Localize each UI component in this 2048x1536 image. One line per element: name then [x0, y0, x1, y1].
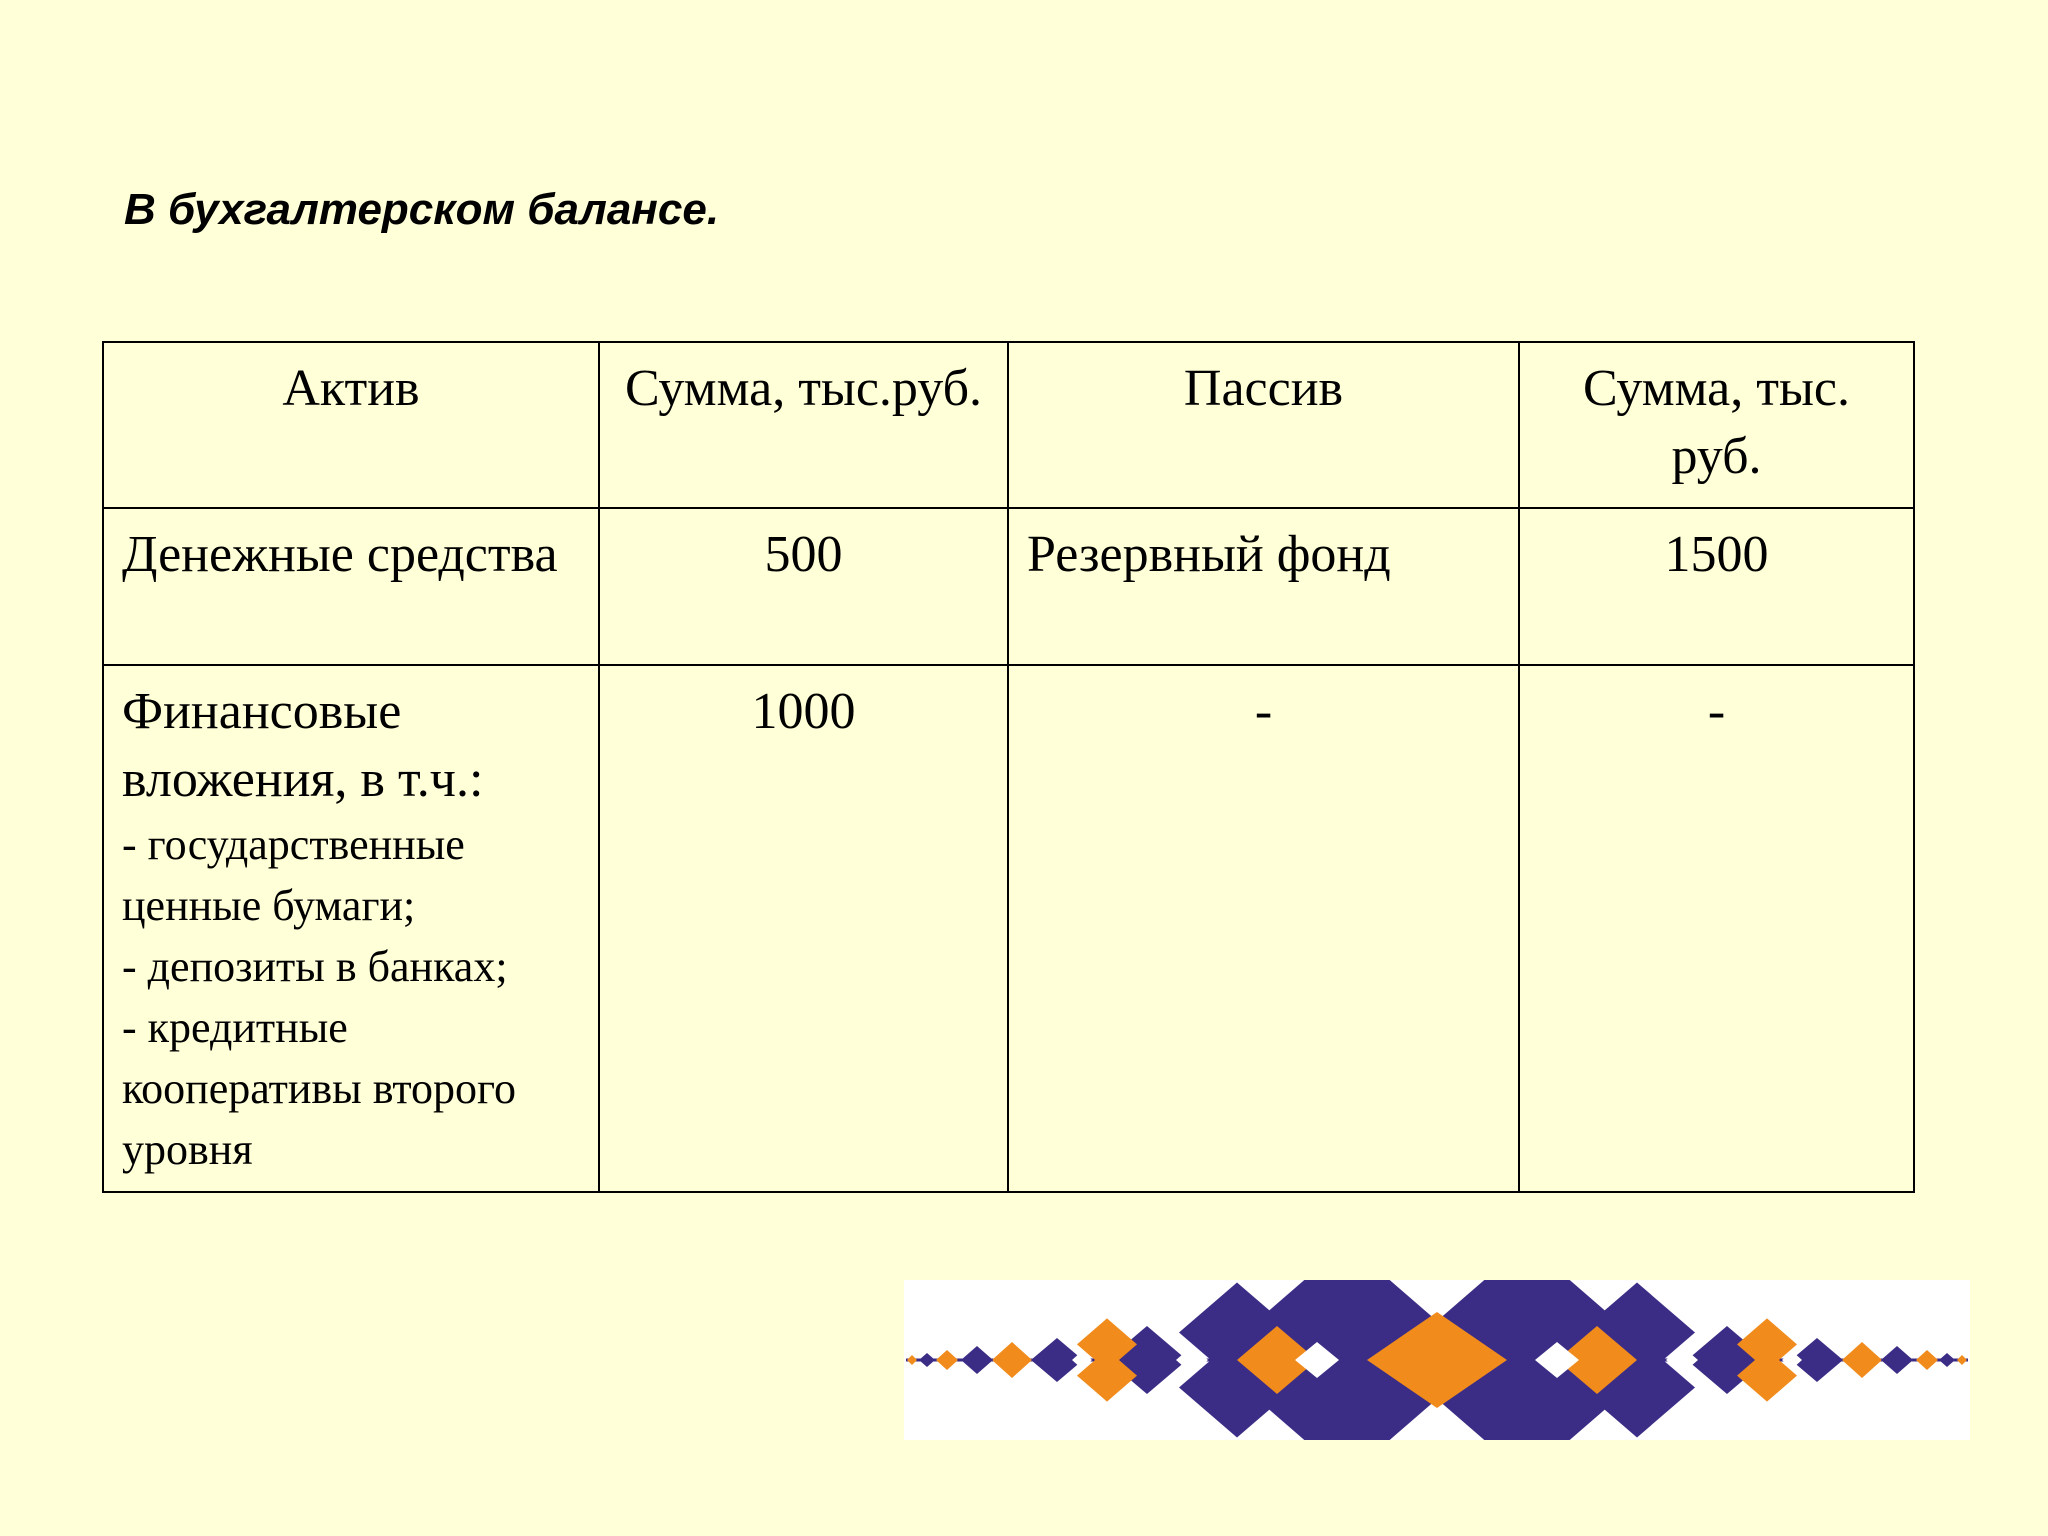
- table-header-row: [103, 342, 1914, 508]
- cell-liability-amount: -: [1519, 665, 1914, 1192]
- asset-details-text: - государственные ценные бумаги; - депозиты в банках; - кредитные кооперативы второго уровня: [122, 820, 517, 1174]
- ornament-diamond: [936, 1350, 958, 1370]
- cell-liability: Резервный фонд: [1008, 508, 1519, 665]
- ornament-diamond: [1939, 1353, 1955, 1367]
- ornament-diamond: [1957, 1355, 1967, 1365]
- cell-liability-amount: 1500: [1519, 508, 1914, 665]
- cell-asset-amount: 500: [599, 508, 1008, 665]
- asset-main-text: Финансовые вложения, в т.ч.:: [122, 683, 484, 808]
- cell-asset: [103, 665, 599, 1192]
- table-row: [103, 508, 1914, 665]
- header-liability: Пассив: [1008, 342, 1519, 508]
- ornament-diamond: [1881, 1346, 1913, 1374]
- ornament-diamond: [992, 1342, 1032, 1378]
- balance-table: [102, 341, 1915, 1193]
- header-liability-amount: Сумма, тыс. руб.: [1519, 342, 1914, 508]
- header-asset-amount: Сумма, тыс.руб.: [599, 342, 1008, 508]
- table-row: [103, 665, 1914, 1192]
- diamond-pattern-decoration: [904, 1280, 1970, 1440]
- header-asset: Актив: [103, 342, 599, 508]
- slide-title: В бухгалтерском балансе.: [124, 185, 720, 234]
- ornament-diamond: [919, 1353, 935, 1367]
- ornament-diamond: [1916, 1350, 1938, 1370]
- ornament-diamond: [1842, 1342, 1882, 1378]
- cell-asset: Денежные средства: [103, 508, 599, 665]
- cell-liability: -: [1008, 665, 1519, 1192]
- ornament-diamond: [961, 1346, 993, 1374]
- ornament-diamond: [907, 1355, 917, 1365]
- diamond-pattern-graphic: [904, 1280, 1970, 1440]
- cell-asset-amount: 1000: [599, 665, 1008, 1192]
